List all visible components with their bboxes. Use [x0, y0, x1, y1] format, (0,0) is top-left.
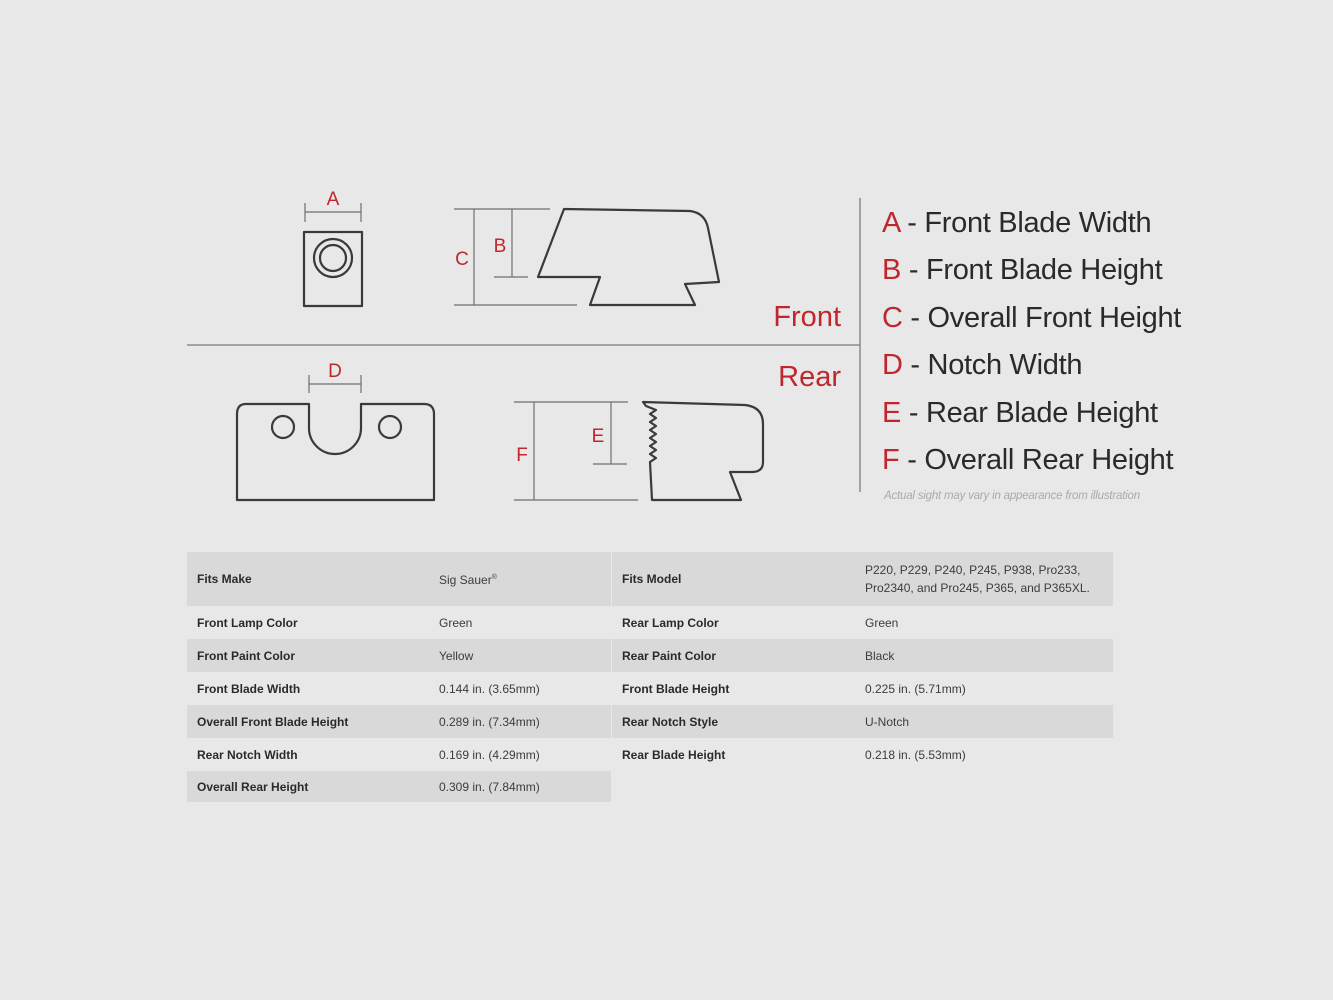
legend-separator: -: [910, 349, 920, 382]
legend-separator: -: [907, 443, 917, 476]
spec-value: 0.144 in. (3.65mm): [439, 681, 540, 696]
table-row: [187, 639, 611, 672]
registered-mark: ®: [491, 574, 497, 581]
legend-item-b: [882, 247, 1312, 294]
illustration-disclaimer: Actual sight may vary in appearance from illustration: [884, 490, 1140, 502]
spec-label: Rear Paint Color: [612, 639, 855, 672]
spec-value: 0.225 in. (5.71mm): [865, 681, 966, 696]
spec-value: 0.289 in. (7.34mm): [429, 705, 611, 738]
spec-value-text: Sig Sauer: [439, 573, 492, 587]
spec-label: Rear Blade Height: [622, 747, 726, 762]
table-row: [187, 606, 611, 639]
table-row: [187, 552, 611, 606]
rear-sight-end-view: [237, 404, 434, 500]
spec-label: Overall Rear Height: [187, 771, 429, 802]
spec-value: 0.169 in. (4.29mm): [439, 747, 540, 762]
rear-view-label: Rear: [778, 361, 841, 393]
legend-letter: B: [882, 254, 902, 287]
dimension-d-label: D: [328, 361, 342, 382]
spec-label: Rear Notch Style: [612, 705, 855, 738]
legend-text: Overall Front Height: [927, 301, 1182, 334]
spec-value: [429, 552, 611, 606]
legend-item-e: [882, 390, 1312, 437]
spec-value: U-Notch: [855, 705, 1113, 738]
spec-label: Overall Front Blade Height: [187, 705, 429, 738]
spec-value-line: Pro2340, and Pro245, P365, and P365XL.: [865, 581, 1090, 595]
legend-separator: -: [910, 301, 920, 334]
rear-sight-side-view: [643, 402, 763, 500]
table-row: [187, 771, 611, 802]
legend-separator: -: [908, 254, 919, 287]
legend-text: Overall Rear Height: [924, 443, 1174, 476]
legend-letter: C: [882, 301, 903, 334]
front-view-label: Front: [773, 301, 841, 333]
dimension-c-label: C: [455, 249, 469, 270]
rear-left-dot: [272, 416, 294, 438]
spec-label: Front Blade Width: [197, 681, 301, 696]
spec-label: Front Paint Color: [187, 639, 429, 672]
legend-letter: A: [882, 207, 900, 239]
spec-label: Rear Lamp Color: [622, 615, 719, 630]
dimension-b-label: B: [493, 236, 507, 257]
specs-table-left: [187, 552, 611, 802]
legend-item-d: [882, 342, 1312, 389]
spec-label: Rear Notch Width: [197, 747, 298, 762]
dimension-legend: [882, 200, 1312, 484]
table-row: [187, 705, 611, 738]
legend-letter: D: [882, 349, 903, 382]
legend-item-c: [882, 295, 1312, 342]
spec-value: [855, 552, 1113, 606]
spec-label: Front Blade Height: [622, 681, 730, 696]
table-row: [187, 672, 611, 705]
spec-value-line: P220, P229, P240, P245, P938, Pro233,: [865, 563, 1081, 577]
spec-value: 0.309 in. (7.84mm): [429, 771, 611, 802]
legend-text: Front Blade Height: [925, 254, 1163, 287]
legend-item-f: [882, 437, 1312, 484]
front-blade-end-view: [304, 232, 362, 306]
table-row: [612, 606, 1113, 639]
legend-text: Front Blade Width: [924, 207, 1152, 239]
spec-label: Front Lamp Color: [197, 615, 298, 630]
spec-value: Green: [865, 615, 899, 630]
dimension-f-label: F: [516, 445, 528, 466]
table-row: [612, 552, 1113, 606]
dimension-e-label: E: [591, 426, 605, 447]
table-row: [187, 738, 611, 771]
legend-letter: F: [882, 443, 900, 476]
dimension-f: [514, 402, 638, 500]
table-row: [612, 705, 1113, 738]
front-blade-side-view: [538, 209, 719, 305]
table-row: [612, 639, 1113, 672]
rear-right-dot: [379, 416, 401, 438]
spec-label: Fits Make: [187, 552, 429, 606]
table-row: [612, 672, 1113, 705]
legend-separator: -: [907, 207, 917, 239]
table-row: [612, 738, 1113, 771]
legend-text: Rear Blade Height: [925, 396, 1158, 429]
legend-separator: -: [908, 396, 919, 429]
legend-item-a: [882, 200, 1312, 247]
legend-letter: E: [882, 396, 902, 429]
spec-label: Fits Model: [612, 552, 855, 606]
spec-value: Green: [439, 615, 473, 630]
spec-value: Yellow: [429, 639, 611, 672]
spec-value: Black: [855, 639, 1113, 672]
legend-text: Notch Width: [927, 349, 1083, 382]
dimension-a-label: A: [326, 189, 340, 210]
spec-value: 0.218 in. (5.53mm): [865, 747, 966, 762]
specs-table-right: [612, 552, 1113, 771]
